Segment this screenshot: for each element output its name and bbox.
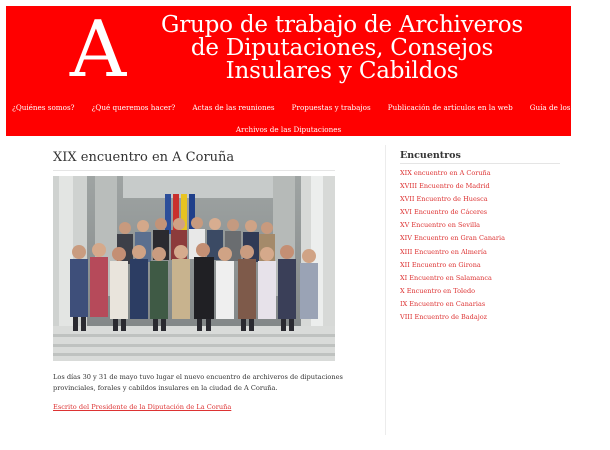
encuentro-link[interactable]: VIII Encuentro de Badajoz (400, 313, 488, 322)
encuentro-link[interactable]: XV Encuentro en Sevilla (400, 221, 481, 230)
nav-item-archivos-diputaciones[interactable]: Archivos de las Diputaciones (235, 125, 342, 134)
group-photo (53, 176, 335, 361)
nav-item-actas[interactable]: Actas de las reuniones (192, 103, 275, 112)
nav-item-quienes-somos[interactable]: ¿Quiénes somos? (12, 103, 75, 112)
encuentro-link[interactable]: IX Encuentro en Canarias (400, 299, 486, 308)
widget-title-encuentros: Encuentros (400, 150, 461, 161)
encuentro-link[interactable]: XVII Encuentro de Huesca (400, 195, 488, 204)
encuentro-link[interactable]: XVI Encuentro de Cáceres (400, 208, 488, 217)
site-title[interactable] (142, 14, 542, 83)
site-header (6, 5, 605, 136)
site-title-line: Grupo de trabajo de Archiveros (161, 12, 523, 38)
sidebar (400, 150, 560, 322)
nav-item-guia-archivos[interactable]: Guía de los Archivos (529, 103, 605, 112)
title-divider (53, 170, 335, 171)
encuentro-link[interactable]: XIII Encuentro en Almería (400, 247, 487, 256)
president-letter-link[interactable]: Escrito del Presidente de la Diputación de La Coruña (53, 403, 232, 411)
encuentro-link[interactable]: XII Encuentro en Girona (400, 260, 481, 269)
sidebar-divider (385, 145, 386, 435)
site-logo[interactable]: A (69, 5, 127, 95)
site-title-line: de Diputaciones, Consejos (190, 35, 494, 61)
post-text: Los días 30 y 31 de mayo tuvo lugar el nuevo encuentro de archiveros de diputaciones provinciales, forales y cabildos insulares en la ciudad de A Coruña. (53, 373, 343, 392)
nav-item-que-queremos-hacer[interactable]: ¿Qué queremos hacer? (91, 103, 176, 112)
encuentro-link[interactable]: X Encuentro en Toledo (400, 286, 476, 295)
site-title-line: Insulares y Cabildos (225, 58, 459, 84)
encuentro-link[interactable]: XIX encuentro en A Coruña (400, 169, 491, 177)
nav-item-propuestas[interactable]: Propuestas y trabajos (291, 103, 371, 112)
post-title[interactable]: XIX encuentro en A Coruña (53, 150, 235, 165)
encuentro-link[interactable]: XI Encuentro en Salamanca (400, 273, 492, 282)
widget-divider (400, 163, 560, 164)
main-navigation (6, 95, 605, 134)
nav-item-publicacion-articulos[interactable]: Publicación de artículos en la web (387, 103, 513, 112)
encuentro-link[interactable]: XVIII Encuentro de Madrid (400, 182, 490, 191)
main-content (53, 150, 343, 411)
encuentros-list (400, 167, 505, 324)
encuentro-link[interactable]: XIV Encuentro en Gran Canaria (400, 234, 505, 243)
